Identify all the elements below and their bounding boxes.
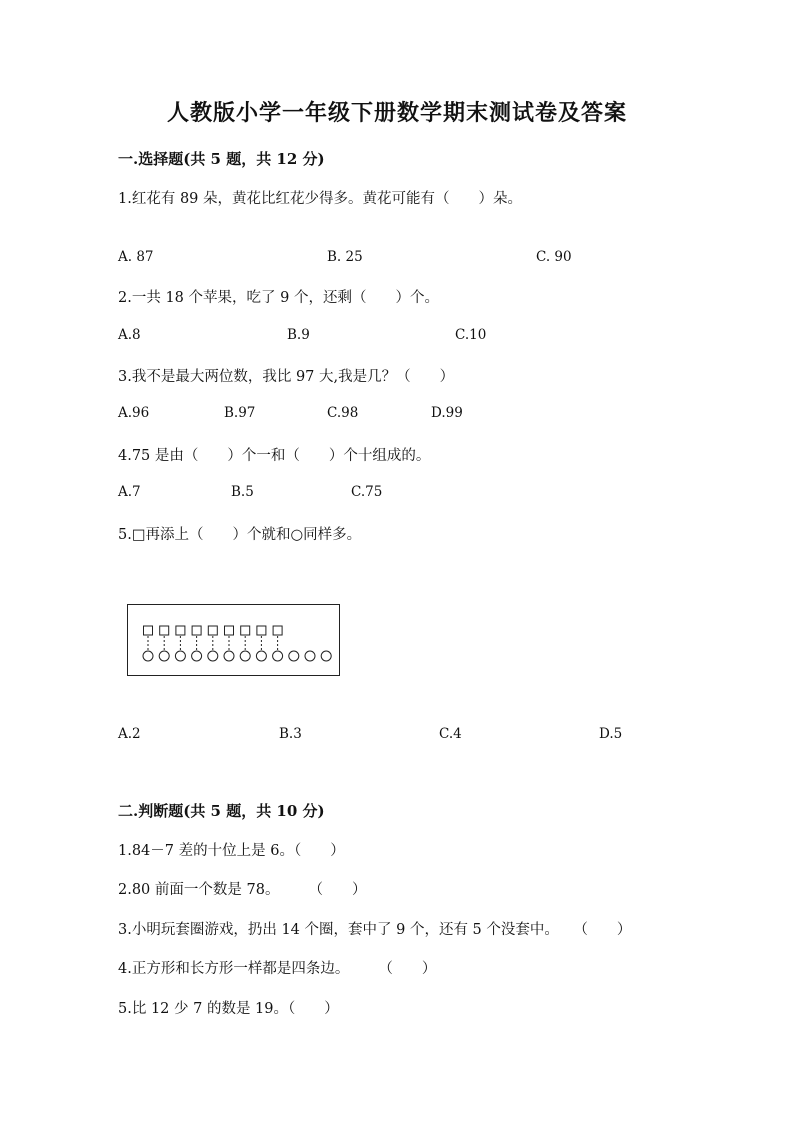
circle-shape bbox=[256, 651, 266, 661]
square-shape bbox=[273, 626, 282, 635]
option-b: B.97 bbox=[224, 405, 256, 421]
square-shape bbox=[257, 626, 266, 635]
square-shape bbox=[144, 626, 153, 635]
question-text: 3.小明玩套圈游戏，扔出 14 个圈，套中了 9 个，还有 5 个没套中。 （ ） bbox=[118, 922, 632, 938]
circle-shape bbox=[321, 651, 331, 661]
circle-shape bbox=[224, 651, 234, 661]
option-a: A.7 bbox=[118, 484, 141, 500]
square-shape bbox=[192, 626, 201, 635]
option-c: C.98 bbox=[327, 405, 359, 421]
circle-shape bbox=[305, 651, 315, 661]
square-shape bbox=[160, 626, 169, 635]
square-shape bbox=[241, 626, 250, 635]
question-text: 4.75 是由（ ）个一和（ ）个十组成的。 bbox=[118, 448, 431, 464]
option-c: C.75 bbox=[351, 484, 383, 500]
question-text: 2.80 前面一个数是 78。 （ ） bbox=[118, 882, 367, 898]
circle-shape bbox=[192, 651, 202, 661]
circle-shape bbox=[159, 651, 169, 661]
option-b: B. 25 bbox=[327, 249, 363, 265]
figure-drawing bbox=[128, 605, 339, 675]
question-text: 1.红花有 89 朵，黄花比红花少得多。黄花可能有（ ）朵。 bbox=[118, 191, 523, 207]
page-title: 人教版小学一年级下册数学期末测试卷及答案 bbox=[166, 100, 627, 126]
square-shape bbox=[208, 626, 217, 635]
section-heading-choice: 一.选择题(共 5 题，共 12 分) bbox=[118, 150, 325, 168]
option-a: A. 87 bbox=[118, 249, 154, 265]
option-a: A.8 bbox=[118, 327, 141, 343]
question-text: 4.正方形和长方形一样都是四条边。 （ ） bbox=[118, 961, 437, 977]
circle-shape bbox=[289, 651, 299, 661]
square-shape bbox=[176, 626, 185, 635]
question-text: 2.一共 18 个苹果，吃了 9 个，还剩（ ）个。 bbox=[118, 290, 439, 306]
option-c: C.4 bbox=[439, 726, 462, 742]
option-c: C. 90 bbox=[536, 249, 572, 265]
question-text: 5.比 12 少 7 的数是 19。（ ） bbox=[118, 1001, 339, 1017]
option-b: B.5 bbox=[231, 484, 254, 500]
option-a: A.96 bbox=[118, 405, 150, 421]
question-text: 3.我不是最大两位数，我比 97 大,我是几？（ ） bbox=[118, 369, 455, 385]
question-text: 5.□再添上（ ）个就和○同样多。 bbox=[118, 527, 362, 543]
option-d: D.99 bbox=[431, 405, 463, 421]
squares-circles-figure bbox=[127, 604, 340, 676]
option-a: A.2 bbox=[118, 726, 141, 742]
circle-shape bbox=[143, 651, 153, 661]
circle-shape bbox=[273, 651, 283, 661]
option-c: C.10 bbox=[455, 327, 487, 343]
option-d: D.5 bbox=[599, 726, 623, 742]
question-text: 1.84－7 差的十位上是 6。（ ） bbox=[118, 843, 345, 859]
circle-shape bbox=[175, 651, 185, 661]
circle-shape bbox=[240, 651, 250, 661]
square-shape bbox=[225, 626, 234, 635]
circle-shape bbox=[208, 651, 218, 661]
option-b: B.9 bbox=[287, 327, 310, 343]
section-heading-judgement: 二.判断题(共 5 题，共 10 分) bbox=[118, 802, 325, 820]
option-b: B.3 bbox=[279, 726, 302, 742]
